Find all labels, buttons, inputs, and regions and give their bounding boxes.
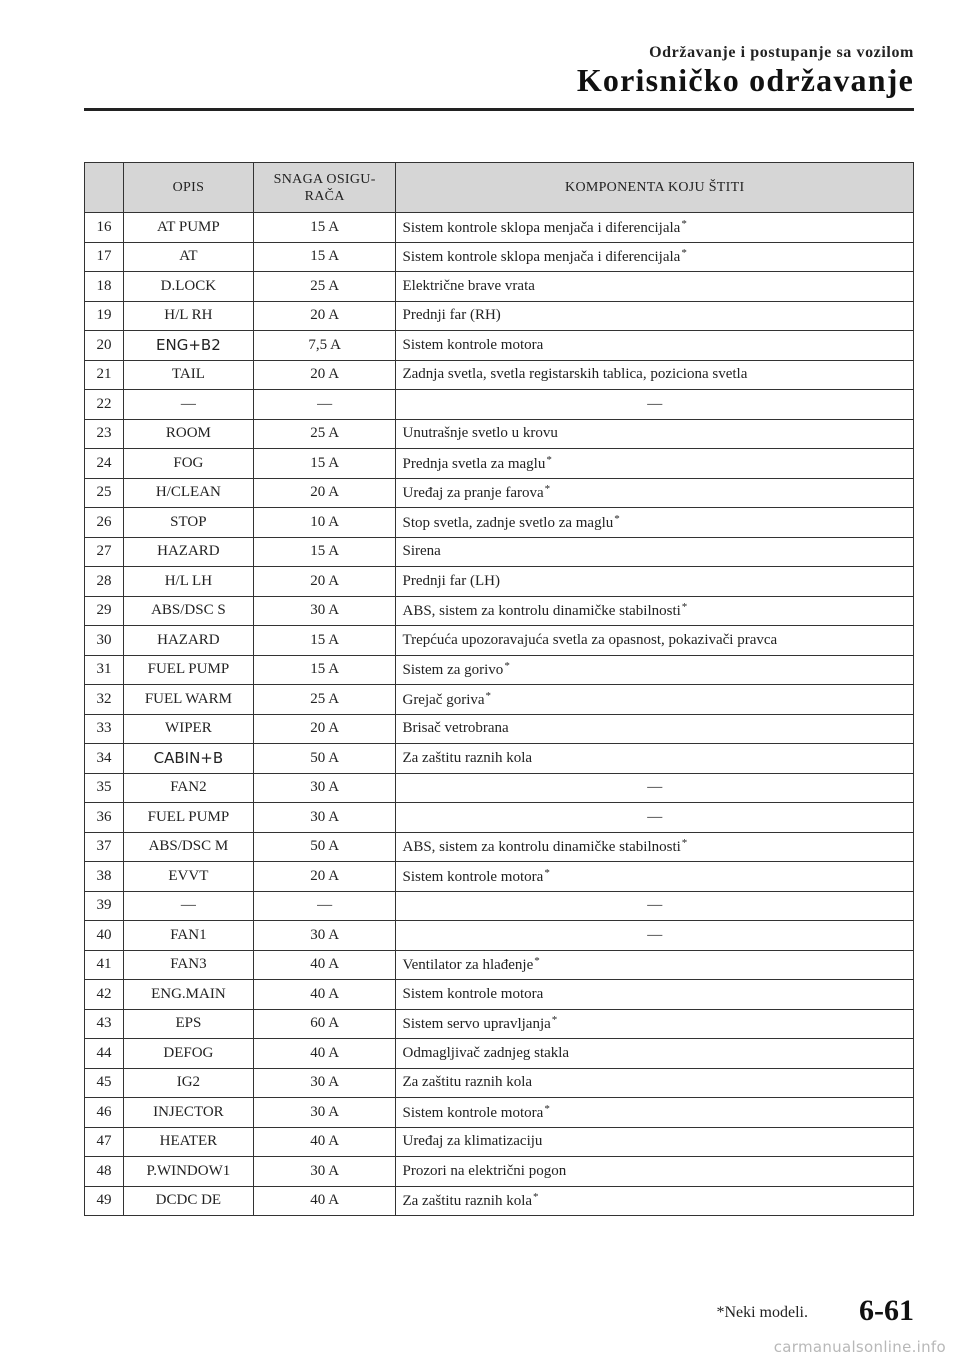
komponenta-text: Prednji far (LH) xyxy=(402,572,500,589)
cell-snaga: ― xyxy=(253,390,396,420)
cell-opis xyxy=(123,567,253,597)
opis-text: P.WINDOW1 xyxy=(146,1162,231,1179)
cell-komponenta xyxy=(396,449,914,479)
cell-snaga: 40 A xyxy=(253,1127,396,1157)
cell-snaga: 15 A xyxy=(253,242,396,272)
cell-komponenta xyxy=(396,714,914,744)
table-row xyxy=(85,950,914,980)
table-row xyxy=(85,1127,914,1157)
cell-number: 17 xyxy=(85,242,124,272)
opis-text: FUEL WARM xyxy=(144,690,232,707)
table-row xyxy=(85,862,914,892)
cell-komponenta xyxy=(396,242,914,272)
cell-snaga: 25 A xyxy=(253,419,396,449)
cell-komponenta xyxy=(396,891,914,921)
opis-text: DEFOG xyxy=(163,1044,214,1061)
cell-komponenta xyxy=(396,803,914,833)
page-title: Korisničko održavanje xyxy=(576,62,914,98)
cell-komponenta xyxy=(396,537,914,567)
cell-number: 49 xyxy=(85,1186,124,1216)
cell-opis xyxy=(123,508,253,538)
cell-snaga: 15 A xyxy=(253,655,396,685)
table-row xyxy=(85,449,914,479)
komponenta-text: ABS, sistem za kontrolu dinamičke stabilnosti xyxy=(402,603,681,620)
cell-opis xyxy=(123,1068,253,1098)
footnote-asterisk: * xyxy=(544,866,550,879)
table-row xyxy=(85,508,914,538)
cell-opis xyxy=(123,390,253,420)
cell-snaga: 15 A xyxy=(253,213,396,243)
opis-text: FAN1 xyxy=(170,926,207,943)
cell-number: 47 xyxy=(85,1127,124,1157)
cell-number: 22 xyxy=(85,390,124,420)
table-row xyxy=(85,744,914,774)
cell-opis xyxy=(123,537,253,567)
cell-opis xyxy=(123,449,253,479)
opis-text: ENG.MAIN xyxy=(151,985,226,1002)
col-header-number xyxy=(85,163,124,213)
cell-snaga: 30 A xyxy=(253,773,396,803)
cell-opis xyxy=(123,803,253,833)
komponenta-text: Zadnja svetla, svetla registarskih tablica, poziciona svetla xyxy=(402,366,748,383)
cell-opis xyxy=(123,272,253,302)
cell-opis xyxy=(123,596,253,626)
cell-number: 16 xyxy=(85,213,124,243)
komponenta-text: Grejač goriva xyxy=(402,691,485,708)
cell-komponenta xyxy=(396,478,914,508)
footnote-asterisk: * xyxy=(681,217,687,230)
cell-komponenta xyxy=(396,950,914,980)
cell-komponenta xyxy=(396,419,914,449)
table-row xyxy=(85,803,914,833)
table-row xyxy=(85,537,914,567)
table-row xyxy=(85,685,914,715)
opis-text: FAN2 xyxy=(170,779,207,796)
cell-komponenta xyxy=(396,921,914,951)
cell-komponenta xyxy=(396,980,914,1010)
komponenta-text: Sistem kontrole sklopa menjača i diferencijala xyxy=(402,249,681,266)
cell-opis xyxy=(123,626,253,656)
cell-snaga: 25 A xyxy=(253,685,396,715)
opis-text: STOP xyxy=(170,513,207,530)
komponenta-text: Trepćuća upozoravajuća svetla za opasnost, pokazivači pravca xyxy=(402,631,778,648)
opis-text: WIPER xyxy=(165,720,212,737)
cell-number: 34 xyxy=(85,744,124,774)
table-row xyxy=(85,596,914,626)
opis-text: TAIL xyxy=(171,366,205,383)
cell-opis xyxy=(123,1098,253,1128)
table-row xyxy=(85,626,914,656)
opis-text: H/CLEAN xyxy=(155,484,221,501)
cell-komponenta xyxy=(396,508,914,538)
cell-opis xyxy=(123,331,253,361)
cell-number: 35 xyxy=(85,773,124,803)
table-row xyxy=(85,1098,914,1128)
opis-text: ― xyxy=(180,395,196,412)
table-row xyxy=(85,773,914,803)
cell-komponenta xyxy=(396,1127,914,1157)
cell-snaga: 30 A xyxy=(253,596,396,626)
cell-opis xyxy=(123,950,253,980)
komponenta-text: Uređaj za pranje farova xyxy=(402,485,544,502)
cell-opis xyxy=(123,213,253,243)
cell-snaga: 40 A xyxy=(253,1186,396,1216)
footnote-asterisk: * xyxy=(504,660,510,673)
cell-komponenta xyxy=(396,272,914,302)
cell-komponenta xyxy=(396,213,914,243)
cell-komponenta xyxy=(396,360,914,390)
cell-snaga: 40 A xyxy=(253,950,396,980)
opis-text: FUEL PUMP xyxy=(147,808,230,825)
cell-number: 19 xyxy=(85,301,124,331)
cell-number: 39 xyxy=(85,891,124,921)
cell-snaga: 10 A xyxy=(253,508,396,538)
cell-snaga: 20 A xyxy=(253,567,396,597)
cell-komponenta xyxy=(396,1098,914,1128)
opis-text: D.LOCK xyxy=(160,277,217,294)
komponenta-text: Sistem kontrole motora xyxy=(402,868,544,885)
footnote-asterisk: * xyxy=(681,601,688,614)
table-row xyxy=(85,419,914,449)
cell-number: 36 xyxy=(85,803,124,833)
table-row xyxy=(85,390,914,420)
cell-snaga: 20 A xyxy=(253,862,396,892)
cell-komponenta xyxy=(396,1039,914,1069)
fuse-table xyxy=(84,162,914,1216)
opis-text: AT PUMP xyxy=(157,218,220,235)
cell-snaga: 15 A xyxy=(253,626,396,656)
cell-komponenta xyxy=(396,773,914,803)
cell-komponenta xyxy=(396,655,914,685)
cell-opis xyxy=(123,419,253,449)
opis-text: ― xyxy=(180,897,196,914)
cell-komponenta xyxy=(396,567,914,597)
komponenta-text: Prozori na električni pogon xyxy=(402,1162,567,1179)
komponenta-text: Odmagljivač zadnjeg stakla xyxy=(402,1044,570,1061)
komponenta-text: ― xyxy=(647,779,663,796)
cell-opis xyxy=(123,1127,253,1157)
opis-text: ABS/DSC M xyxy=(148,838,229,855)
cell-number: 38 xyxy=(85,862,124,892)
section-subtitle: Održavanje i postupanje sa vozilom xyxy=(649,44,914,61)
cell-opis xyxy=(123,773,253,803)
cell-number: 40 xyxy=(85,921,124,951)
cell-opis xyxy=(123,832,253,862)
cell-number: 48 xyxy=(85,1157,124,1187)
table-row xyxy=(85,1186,914,1216)
table-row xyxy=(85,921,914,951)
cell-opis xyxy=(123,714,253,744)
opis-text: EPS xyxy=(175,1015,202,1032)
table-row xyxy=(85,331,914,361)
table-row xyxy=(85,478,914,508)
cell-komponenta xyxy=(396,1157,914,1187)
table-row xyxy=(85,1157,914,1187)
footnote-asterisk: * xyxy=(681,247,687,260)
cell-opis xyxy=(123,921,253,951)
cell-komponenta xyxy=(396,390,914,420)
cell-number: 28 xyxy=(85,567,124,597)
komponenta-text: Za zaštitu raznih kola xyxy=(402,749,533,766)
table-row xyxy=(85,655,914,685)
cell-number: 27 xyxy=(85,537,124,567)
cell-snaga: 30 A xyxy=(253,803,396,833)
footnote-asterisk: * xyxy=(544,1102,550,1115)
komponenta-text: ― xyxy=(647,897,663,914)
footnote-asterisk: * xyxy=(544,483,551,496)
cell-number: 18 xyxy=(85,272,124,302)
table-row xyxy=(85,714,914,744)
cell-number: 20 xyxy=(85,331,124,361)
komponenta-text: Sistem kontrole motora xyxy=(402,336,544,353)
cell-number: 26 xyxy=(85,508,124,538)
cell-number: 30 xyxy=(85,626,124,656)
komponenta-text: Sistem kontrole motora xyxy=(402,985,544,1002)
table-header-row xyxy=(85,163,914,213)
cell-opis xyxy=(123,862,253,892)
cell-opis xyxy=(123,744,253,774)
opis-text: ENG+B2 xyxy=(156,335,221,354)
cell-snaga: 20 A xyxy=(253,714,396,744)
komponenta-text: ― xyxy=(647,926,663,943)
cell-snaga: 20 A xyxy=(253,478,396,508)
cell-snaga: 30 A xyxy=(253,921,396,951)
cell-opis xyxy=(123,1157,253,1187)
komponenta-text: ― xyxy=(647,395,663,412)
komponenta-text: Unutrašnje svetlo u krovu xyxy=(402,425,558,442)
table-row xyxy=(85,242,914,272)
cell-snaga: 30 A xyxy=(253,1068,396,1098)
cell-snaga: 50 A xyxy=(253,832,396,862)
table-row xyxy=(85,832,914,862)
komponenta-text: Stop svetla, zadnje svetlo za maglu xyxy=(402,514,614,531)
table-row xyxy=(85,360,914,390)
footnote-asterisk: * xyxy=(534,955,540,968)
col-header-opis: OPIS xyxy=(123,163,253,213)
cell-opis xyxy=(123,242,253,272)
cell-number: 43 xyxy=(85,1009,124,1039)
cell-komponenta xyxy=(396,626,914,656)
komponenta-text: Sistem za gorivo xyxy=(402,662,504,679)
komponenta-text: Prednja svetla za maglu xyxy=(402,455,546,472)
opis-text: DCDC DE xyxy=(155,1192,222,1209)
table-row xyxy=(85,301,914,331)
cell-number: 37 xyxy=(85,832,124,862)
cell-snaga: 40 A xyxy=(253,1039,396,1069)
cell-snaga: 20 A xyxy=(253,301,396,331)
cell-opis xyxy=(123,478,253,508)
cell-opis xyxy=(123,685,253,715)
komponenta-text: Prednji far (RH) xyxy=(402,307,501,324)
cell-number: 29 xyxy=(85,596,124,626)
footnote-asterisk: * xyxy=(485,689,492,702)
cell-number: 45 xyxy=(85,1068,124,1098)
table-row xyxy=(85,1009,914,1039)
cell-komponenta xyxy=(396,1186,914,1216)
cell-snaga: 30 A xyxy=(253,1157,396,1187)
opis-text: FUEL PUMP xyxy=(147,661,230,678)
opis-text: H/L RH xyxy=(164,307,213,324)
cell-opis xyxy=(123,1186,253,1216)
opis-text: AT xyxy=(179,248,198,265)
komponenta-text: Sirena xyxy=(402,543,441,560)
opis-text: H/L LH xyxy=(164,572,213,589)
opis-text: IG2 xyxy=(176,1074,201,1091)
cell-number: 46 xyxy=(85,1098,124,1128)
opis-text: ROOM xyxy=(165,425,211,442)
cell-snaga: 7,5 A xyxy=(253,331,396,361)
cell-opis xyxy=(123,655,253,685)
cell-number: 24 xyxy=(85,449,124,479)
opis-text: EVVT xyxy=(168,867,209,884)
cell-number: 21 xyxy=(85,360,124,390)
komponenta-text: Ventilator za hlađenje xyxy=(402,957,534,974)
footnote-asterisk: * xyxy=(546,453,552,466)
komponenta-text: Sistem kontrole motora xyxy=(402,1104,544,1121)
opis-text: HAZARD xyxy=(157,543,220,560)
cell-number: 32 xyxy=(85,685,124,715)
komponenta-text: Električne brave vrata xyxy=(402,277,535,294)
cell-opis xyxy=(123,1039,253,1069)
cell-snaga: 30 A xyxy=(253,1098,396,1128)
watermark: carmanualsonline.info xyxy=(773,1338,946,1356)
cell-komponenta xyxy=(396,744,914,774)
opis-text: CABIN+B xyxy=(153,748,224,767)
table-row xyxy=(85,272,914,302)
komponenta-text: ABS, sistem za kontrolu dinamičke stabilnosti xyxy=(402,839,681,856)
cell-number: 25 xyxy=(85,478,124,508)
header-divider xyxy=(84,108,914,111)
footnote-asterisk: * xyxy=(551,1014,558,1027)
komponenta-text: Sistem servo upravljanja xyxy=(402,1016,551,1033)
cell-komponenta xyxy=(396,1009,914,1039)
table-row xyxy=(85,891,914,921)
cell-number: 33 xyxy=(85,714,124,744)
komponenta-text: Za zaštitu raznih kola xyxy=(402,1193,533,1210)
opis-text: FAN3 xyxy=(170,956,207,973)
cell-number: 31 xyxy=(85,655,124,685)
cell-number: 41 xyxy=(85,950,124,980)
col-header-snaga: SNAGA OSIGU- RAČA xyxy=(253,163,396,213)
cell-opis xyxy=(123,1009,253,1039)
cell-number: 23 xyxy=(85,419,124,449)
cell-komponenta xyxy=(396,301,914,331)
komponenta-text: Za zaštitu raznih kola xyxy=(402,1074,533,1091)
fuse-table-body xyxy=(85,213,914,1216)
opis-text: INJECTOR xyxy=(153,1103,224,1120)
table-row xyxy=(85,567,914,597)
cell-snaga: 25 A xyxy=(253,272,396,302)
opis-text: ABS/DSC S xyxy=(151,602,226,619)
footnote-asterisk: * xyxy=(533,1191,539,1204)
cell-number: 44 xyxy=(85,1039,124,1069)
komponenta-text: Uređaj za klimatizaciju xyxy=(402,1133,543,1150)
cell-snaga: 20 A xyxy=(253,360,396,390)
cell-opis xyxy=(123,301,253,331)
cell-komponenta xyxy=(396,685,914,715)
cell-opis xyxy=(123,980,253,1010)
cell-snaga: 15 A xyxy=(253,537,396,567)
table-row xyxy=(85,1068,914,1098)
cell-snaga: 60 A xyxy=(253,1009,396,1039)
footnote-asterisk: * xyxy=(681,837,688,850)
opis-text: FOG xyxy=(173,454,204,471)
cell-snaga: 50 A xyxy=(253,744,396,774)
cell-komponenta xyxy=(396,1068,914,1098)
komponenta-text: ― xyxy=(647,808,663,825)
cell-snaga: 40 A xyxy=(253,980,396,1010)
komponenta-text: Brisač vetrobrana xyxy=(402,720,509,737)
table-row xyxy=(85,980,914,1010)
cell-komponenta xyxy=(396,832,914,862)
opis-text: HEATER xyxy=(159,1133,218,1150)
cell-snaga: ― xyxy=(253,891,396,921)
table-row xyxy=(85,213,914,243)
cell-opis xyxy=(123,891,253,921)
footnote-asterisk: * xyxy=(614,512,620,525)
cell-komponenta xyxy=(396,596,914,626)
cell-opis xyxy=(123,360,253,390)
page-number: 6-61 xyxy=(859,1294,914,1327)
cell-snaga: 15 A xyxy=(253,449,396,479)
table-row xyxy=(85,1039,914,1069)
cell-komponenta xyxy=(396,862,914,892)
cell-komponenta xyxy=(396,331,914,361)
cell-number: 42 xyxy=(85,980,124,1010)
col-header-komponenta: KOMPONENTA KOJU ŠTITI xyxy=(396,163,914,213)
footnote: *Neki modeli. xyxy=(716,1304,808,1321)
komponenta-text: Sistem kontrole sklopa menjača i diferencijala xyxy=(402,219,681,236)
opis-text: HAZARD xyxy=(157,631,220,648)
